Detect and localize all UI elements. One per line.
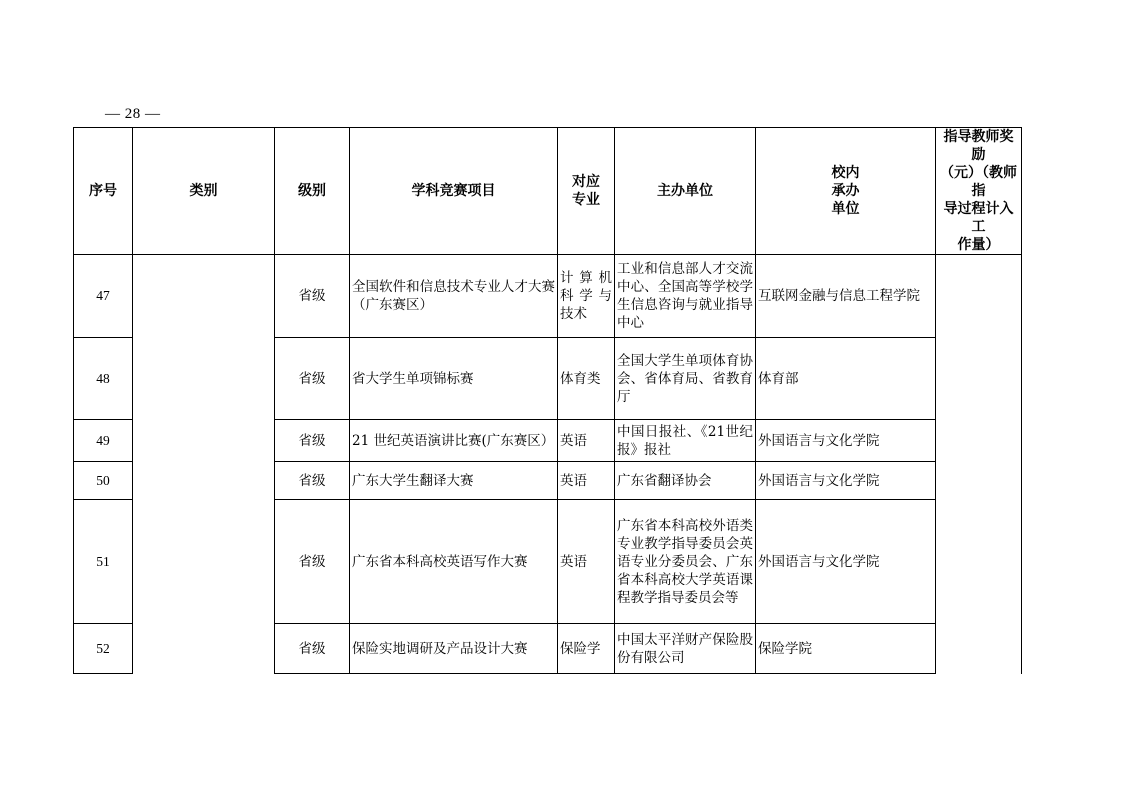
cell-major: 英语	[558, 462, 615, 500]
cell-host: 体育部	[756, 338, 936, 420]
header-category: 类别	[133, 128, 275, 255]
table-row	[74, 255, 1022, 338]
cell-seq: 49	[74, 420, 133, 462]
cell-major: 英语	[558, 500, 615, 624]
cell-major: 保险学	[558, 624, 615, 674]
cell-organizer: 中国日报社、《21世纪报》报社	[615, 420, 756, 462]
cell-organizer: 广东省翻译协会	[615, 462, 756, 500]
cell-host: 互联网金融与信息工程学院	[756, 255, 936, 338]
header-major	[558, 128, 615, 255]
cell-project: 保险实地调研及产品设计大赛	[350, 624, 558, 674]
cell-seq: 47	[74, 255, 133, 338]
cell-project: 广东省本科高校英语写作大赛	[350, 500, 558, 624]
cell-seq: 51	[74, 500, 133, 624]
cell-organizer: 广东省本科高校外语类专业教学指导委员会英语专业分委员会、广东省本科高校大学英语课程教学指导委员会等	[615, 500, 756, 624]
cell-reward	[936, 255, 1022, 674]
cell-level: 省级	[275, 255, 350, 338]
header-reward-line: 导过程计入工	[943, 201, 1014, 235]
header-reward-line: 指导教师奖励	[943, 129, 1014, 163]
header-project: 学科竞赛项目	[350, 128, 558, 255]
header-host-line: 单位	[831, 201, 860, 217]
cell-category	[133, 255, 275, 674]
cell-host: 外国语言与文化学院	[756, 420, 936, 462]
cell-seq: 50	[74, 462, 133, 500]
cell-level: 省级	[275, 500, 350, 624]
competition-table	[73, 127, 1022, 674]
cell-host: 外国语言与文化学院	[756, 500, 936, 624]
header-reward	[936, 128, 1022, 255]
header-organizer: 主办单位	[615, 128, 756, 255]
cell-host: 外国语言与文化学院	[756, 462, 936, 500]
cell-major: 计算机科学与技术	[558, 255, 615, 338]
header-reward-line: （元）（教师指	[940, 165, 1017, 199]
cell-host: 保险学院	[756, 624, 936, 674]
header-reward-line: 作量）	[957, 237, 1000, 253]
header-level: 级别	[275, 128, 350, 255]
page-number: — 28 —	[105, 106, 161, 122]
cell-major: 英语	[558, 420, 615, 462]
cell-major: 体育类	[558, 338, 615, 420]
cell-organizer: 工业和信息部人才交流中心、全国高等学校学生信息咨询与就业指导中心	[615, 255, 756, 338]
header-seq: 序号	[74, 128, 133, 255]
cell-seq: 48	[74, 338, 133, 420]
cell-organizer: 中国太平洋财产保险股份有限公司	[615, 624, 756, 674]
cell-organizer: 全国大学生单项体育协会、省体育局、省教育厅	[615, 338, 756, 420]
cell-project: 全国软件和信息技术专业人才大赛（广东赛区）	[350, 255, 558, 338]
cell-level: 省级	[275, 420, 350, 462]
table-header-row	[74, 128, 1022, 255]
cell-level: 省级	[275, 462, 350, 500]
cell-project: 省大学生单项锦标赛	[350, 338, 558, 420]
header-host	[756, 128, 936, 255]
cell-seq: 52	[74, 624, 133, 674]
cell-project: 广东大学生翻译大赛	[350, 462, 558, 500]
cell-level: 省级	[275, 624, 350, 674]
header-major-line: 专业	[572, 192, 600, 208]
cell-project: 21 世纪英语演讲比赛(广东赛区）	[350, 420, 558, 462]
header-host-line: 承办	[831, 183, 860, 199]
cell-level: 省级	[275, 338, 350, 420]
header-host-line: 校内	[831, 165, 860, 181]
header-major-line: 对应	[572, 174, 600, 190]
